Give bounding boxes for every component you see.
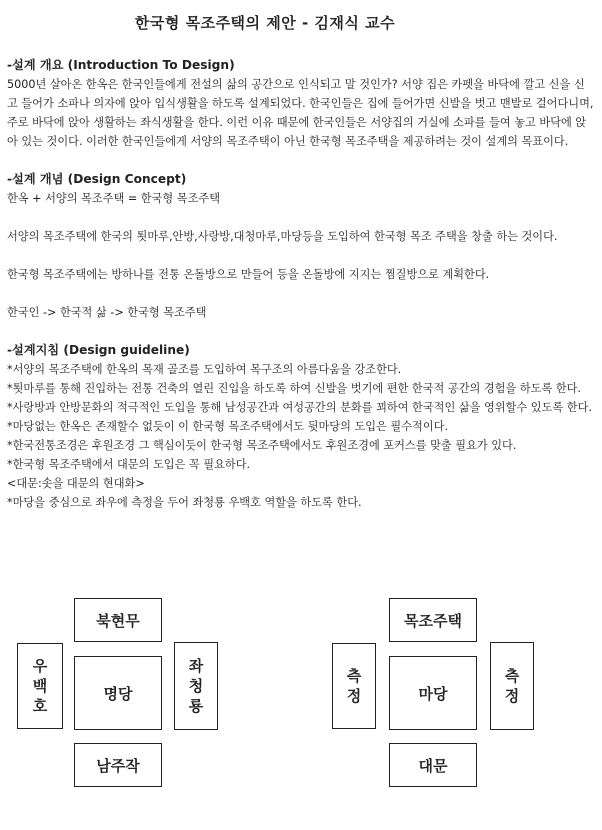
diagram-char: 호 (32, 697, 48, 715)
guideline-item: *서양의 목조주택에 한옥의 목재 골조를 도입하여 목구조의 아름다움을 강조한다. (7, 363, 402, 376)
guideline-heading: -설계지침 (Design guideline) (7, 343, 190, 357)
guideline-item: <대문:솟을 대문의 현대화> (7, 477, 145, 490)
concept-formula: 한옥 + 서양의 목조주택 = 한국형 목조주택 (7, 192, 220, 205)
intro-paragraph: 5000년 살아온 한옥은 한국인들에게 전설의 삶의 공간으로 인식되고 말 것인가? 서양 집은 카펫을 바닥에 깔고 신을 신고 들어가 소파나 의자에 앉아 입식생활을 하도록 설계되었다. 한국인들은 집에 들어가면 신발을 벗고 맨발로 걸어다니며, 주로 바닥에 앉아 생활하는 좌식생활을 한다. 이런 이유 때문에 한국인들은 서양집의 거실에 소파를 들여 놓고 바닥에 앉아 있는 것이다. 이러한 한국인들에게 서양의 목조주택이 아닌 한국형 목조주택을 제공하려는 것이 설계의 목표이다. (7, 78, 594, 148)
diagram-char: 룡 (188, 697, 204, 715)
concept-paragraph-2: 한국형 목조주택에는 방하나를 전통 온돌방으로 만들어 등을 온돌방에 지지는 찜질방으로 계획한다. (7, 268, 490, 281)
diagram-box-west (17, 643, 63, 729)
diagram-char: 청 (188, 677, 204, 695)
guideline-item: *마당을 중심으로 좌우에 측정을 두어 좌청룡 우백호 역할을 하도록 한다. (7, 496, 362, 509)
diagram-box-south: 남주작 (74, 743, 162, 787)
guideline-item: *한국형 목조주택에서 대문의 도입은 꼭 필요하다. (7, 458, 251, 471)
guideline-item: *사랑방과 안방문화의 적극적인 도입을 통해 남성공간과 여성공간의 분화를 꾀하여 한국적인 삶을 영위할수 있도록 한다. (7, 401, 592, 414)
diagram-char: 정 (504, 687, 520, 705)
diagram-box-east (174, 642, 218, 730)
concept-flow: 한국인 -> 한국적 삶 -> 한국형 목조주택 (7, 306, 207, 319)
diagram-box-side-right (490, 642, 534, 730)
concept-paragraph-1: 서양의 목조주택에 한국의 툇마루,안방,사랑방,대청마루,마당등을 도입하여 한국형 목조 주택을 창출 하는 것이다. (7, 230, 558, 243)
document-body (7, 56, 595, 512)
page-title: 한국형 목조주택의 제안 - 김재식 교수 (134, 14, 396, 32)
diagram-char: 우 (32, 657, 48, 675)
diagram-box-house: 목조주택 (389, 598, 477, 642)
diagram-box-side-left (332, 643, 376, 729)
diagram-box-north: 북현무 (74, 598, 162, 642)
diagram-char: 백 (32, 677, 48, 695)
diagram-char: 측 (504, 667, 520, 685)
diagram-box-center: 명당 (74, 656, 162, 730)
diagram-char: 측 (346, 667, 362, 685)
diagram-box-gate: 대문 (389, 743, 477, 787)
diagram-char: 좌 (188, 657, 204, 675)
concept-heading: -설계 개념 (Design Concept) (7, 172, 187, 186)
guideline-item: *마당없는 한옥은 존재할수 없듯이 이 한국형 목조주택에서도 뒷마당의 도입은 필수적이다. (7, 420, 449, 433)
guideline-item: *한국전통조경은 후원조경 그 핵심이듯이 한국형 목조주택에서도 후원조경에 포커스를 맞출 필요가 있다. (7, 439, 517, 452)
intro-heading: -설계 개요 (Introduction To Design) (7, 58, 235, 72)
diagram-char: 정 (346, 687, 362, 705)
guideline-item: *툇마루를 통해 진입하는 전통 건축의 열린 진입을 하도록 하여 신발을 벗기에 편한 한국적 공간의 경험을 하도록 한다. (7, 382, 581, 395)
diagram-box-yard: 마당 (389, 656, 477, 730)
